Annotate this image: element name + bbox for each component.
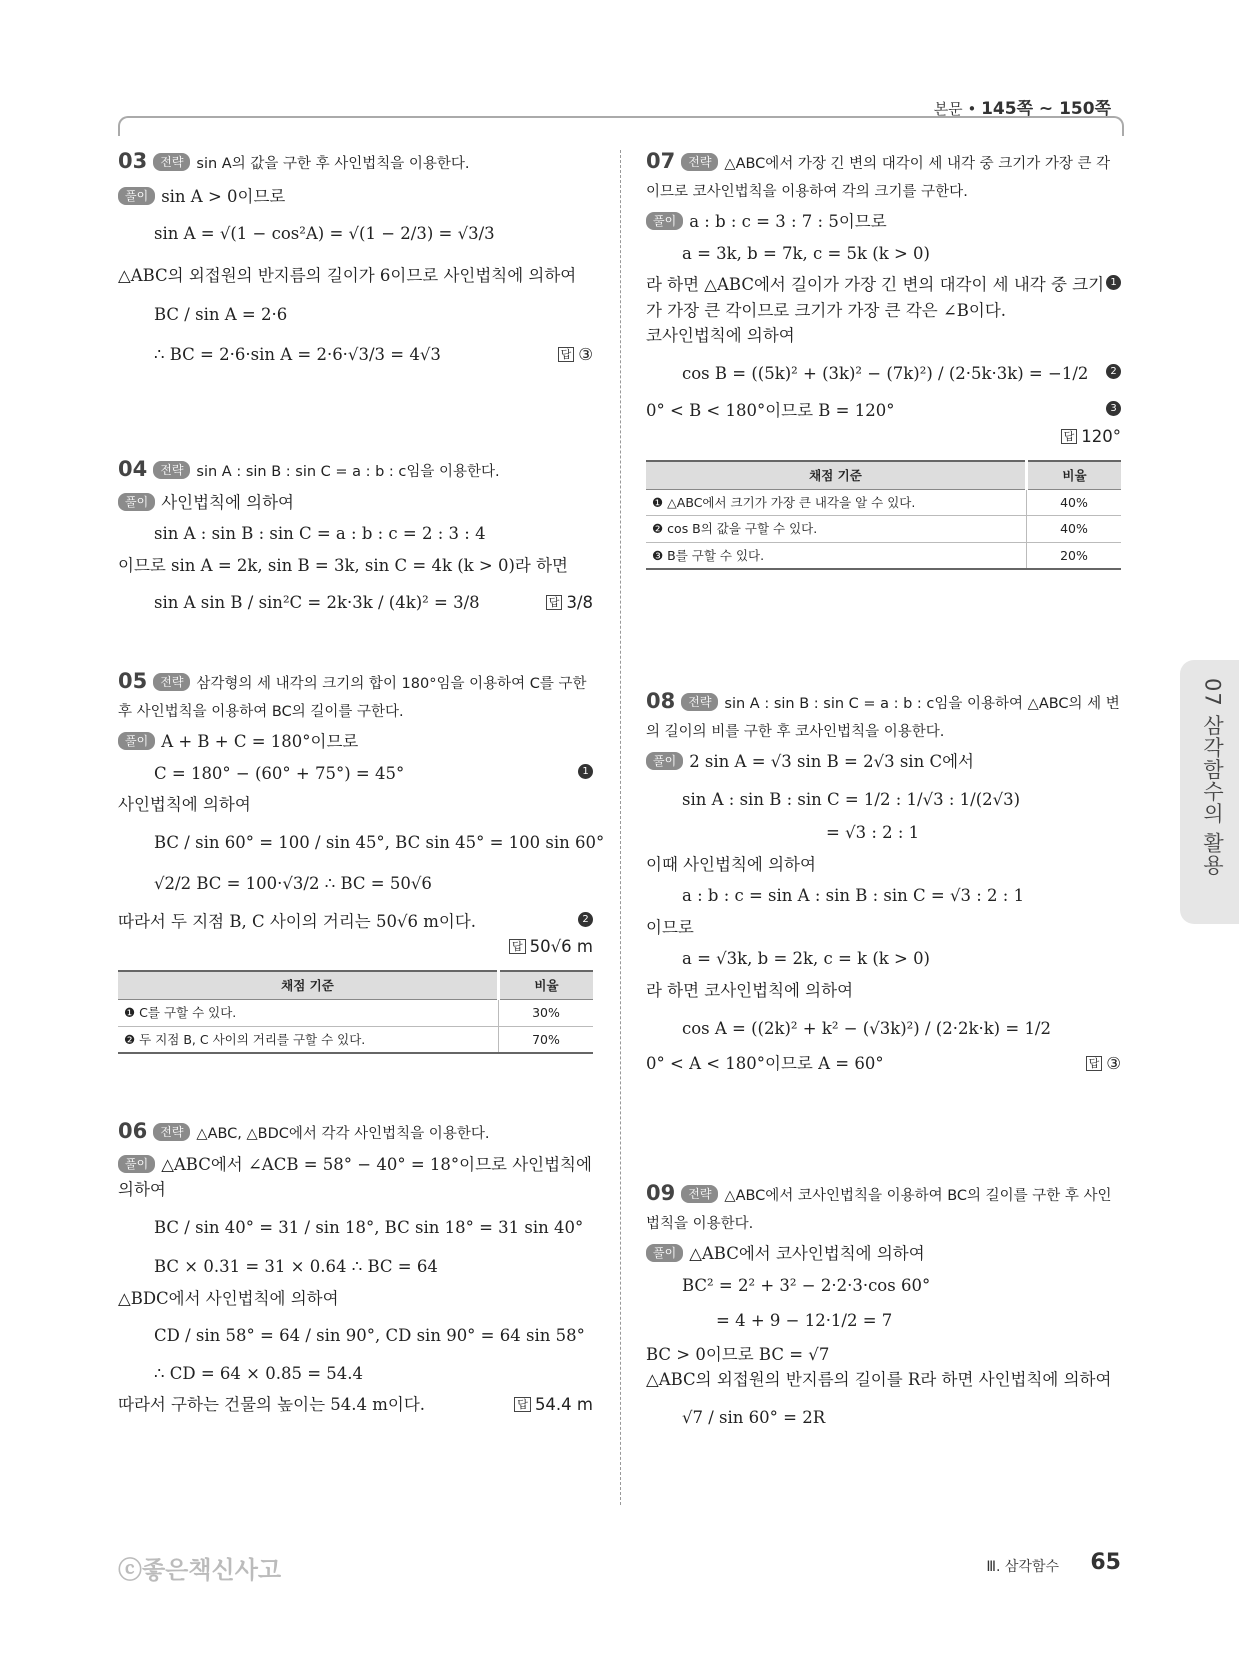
problem-number: 08 bbox=[646, 689, 676, 713]
equation: sin A = √(1 − cos²A) = √(1 − 2/3) = √3/3 bbox=[154, 224, 495, 244]
equation: cos B = ((5k)² + (3k)² − (7k)²) / (2·5k·3k) = −1/2 bbox=[682, 363, 1089, 383]
strategy-tag: 전략 bbox=[681, 693, 718, 711]
strategy-tag: 전략 bbox=[681, 153, 718, 171]
answer-icon: 답 bbox=[1061, 429, 1078, 444]
answer-icon: 답 bbox=[546, 595, 563, 610]
column-divider bbox=[620, 150, 621, 1505]
equation: = 4 + 9 − 12·1/2 = 7 bbox=[716, 1311, 893, 1331]
strategy-tag: 전략 bbox=[153, 461, 190, 479]
problem-09 bbox=[646, 1177, 1121, 1436]
equation: sin A : sin B : sin C = a : b : c = 2 : 3 : 4 bbox=[154, 524, 486, 544]
text-line: △BDC에서 사인법칙에 의하여 bbox=[118, 1288, 339, 1308]
answer-value: 54.4 m bbox=[534, 1395, 593, 1415]
text-line: 2 sin A = √3 sin B = 2√3 sin C에서 bbox=[689, 752, 974, 772]
strategy-text: △ABC에서 가장 긴 변의 대각이 세 내각 중 크기가 가장 큰 각이므로 코사인법칙을 이용하여 각의 크기를 구한다. bbox=[646, 156, 1111, 200]
equation: BC × 0.31 = 31 × 0.64 ∴ BC = 64 bbox=[154, 1257, 438, 1277]
page-number: 65 bbox=[1090, 1550, 1121, 1575]
strategy-text: sin A의 값을 구한 후 사인법칙을 이용한다. bbox=[196, 156, 470, 172]
text-line: △ABC의 외접원의 반지름의 길이를 R라 하면 사인법칙에 의하여 bbox=[646, 1370, 1112, 1390]
equation: sin A : sin B : sin C = 1/2 : 1/√3 : 1/(2√3) bbox=[682, 789, 1021, 809]
answer bbox=[509, 934, 593, 960]
ratio-cell: 30% bbox=[499, 1000, 594, 1026]
equation: BC² = 2² + 3² − 2·2·3·cos 60° bbox=[682, 1275, 931, 1295]
equation: CD / sin 58° = 64 / sin 90°, CD sin 90° = 64 sin 58° bbox=[154, 1326, 585, 1346]
text-line: A + B + C = 180°이므로 bbox=[161, 732, 359, 752]
table-row bbox=[646, 516, 1121, 542]
equation: BC / sin A = 2·6 bbox=[154, 305, 288, 325]
publisher-logo: ⓒ좋은책신사고 bbox=[118, 1556, 282, 1584]
answer-value: 120° bbox=[1081, 427, 1121, 447]
text-line: 라 하면 코사인법칙에 의하여 bbox=[646, 981, 854, 1001]
solution-tag: 풀이 bbox=[646, 752, 683, 770]
equation: a = 3k, b = 7k, c = 5k (k > 0) bbox=[682, 243, 930, 263]
page-range-prefix: 본문 bbox=[933, 100, 963, 118]
criteria-cell: ❷ cos B의 값을 구할 수 있다. bbox=[646, 516, 1027, 542]
equation: a = √3k, b = 2k, c = k (k > 0) bbox=[682, 949, 930, 969]
text-line: 이므로 sin A = 2k, sin B = 3k, sin C = 4k (k > 0)라 하면 bbox=[118, 555, 568, 575]
text-line: △ABC에서 ∠ACB = 58° − 40° = 18°이므로 사인법칙에 의하여 bbox=[118, 1154, 592, 1200]
answer-icon: 답 bbox=[558, 347, 575, 362]
equation: ∴ CD = 64 × 0.85 = 54.4 bbox=[154, 1363, 364, 1383]
equation: sin A sin B / sin²C = 2k·3k / (4k)² = 3/8 bbox=[154, 593, 480, 613]
text-line: 따라서 구하는 건물의 높이는 54.4 m이다. bbox=[118, 1395, 425, 1415]
solution-tag: 풀이 bbox=[118, 1155, 155, 1173]
equation: a : b : c = sin A : sin B : sin C = √3 : 2 : 1 bbox=[682, 886, 1025, 906]
solution-tag: 풀이 bbox=[646, 212, 683, 230]
chapter-side-tab-label: 07 삼각함수의 활용 bbox=[1200, 678, 1225, 877]
table-row bbox=[646, 489, 1121, 515]
equation: √7 / sin 60° = 2R bbox=[682, 1407, 826, 1427]
equation: = √3 : 2 : 1 bbox=[826, 823, 920, 843]
problem-06 bbox=[118, 1115, 593, 1418]
grading-table-07 bbox=[646, 460, 1121, 571]
equation: BC / sin 60° = 100 / sin 45°, BC sin 45° = 100 sin 60° bbox=[154, 832, 605, 852]
problem-number: 03 bbox=[118, 149, 148, 173]
answer bbox=[1061, 424, 1121, 450]
grading-table-05 bbox=[118, 970, 593, 1054]
equation: C = 180° − (60° + 75°) = 45° bbox=[154, 763, 405, 783]
problem-07 bbox=[646, 145, 1121, 570]
equation: √2/2 BC = 100·√3/2 ∴ BC = 50√6 bbox=[154, 874, 432, 894]
text-line: 코사인법칙에 의하여 bbox=[646, 326, 795, 346]
problem-08 bbox=[646, 685, 1121, 1077]
table-row bbox=[118, 1026, 593, 1053]
ratio-cell: 40% bbox=[1027, 516, 1122, 542]
text-line: 사인법칙에 의하여 bbox=[161, 492, 294, 512]
table-row bbox=[646, 542, 1121, 569]
text-line: △ABC에서 코사인법칙에 의하여 bbox=[689, 1244, 925, 1264]
text-line: 따라서 두 지점 B, C 사이의 거리는 50√6 m이다. bbox=[118, 911, 476, 931]
step-marker-1: 1 bbox=[1106, 272, 1121, 292]
criteria-cell: ❸ B를 구할 수 있다. bbox=[646, 542, 1027, 569]
solution-tag: 풀이 bbox=[646, 1244, 683, 1262]
problem-number: 09 bbox=[646, 1181, 676, 1205]
strategy-text: △ABC에서 코사인법칙을 이용하여 BC의 길이를 구한 후 사인법칙을 이용한다. bbox=[646, 1188, 1112, 1232]
problem-03 bbox=[118, 145, 593, 373]
problem-number: 07 bbox=[646, 149, 676, 173]
equation: cos A = ((2k)² + k² − (√3k)²) / (2·2k·k) = 1/2 bbox=[682, 1018, 1051, 1038]
text-line: 사인법칙에 의하여 bbox=[118, 795, 251, 815]
solution-tag: 풀이 bbox=[118, 732, 155, 750]
problem-number: 04 bbox=[118, 457, 148, 481]
footer-chapter: Ⅲ. 삼각함수 bbox=[986, 1559, 1059, 1575]
answer bbox=[1086, 1051, 1121, 1077]
ratio-cell: 70% bbox=[499, 1026, 594, 1053]
text-line: 이므로 bbox=[646, 917, 694, 937]
strategy-tag: 전략 bbox=[153, 153, 190, 171]
answer-icon: 답 bbox=[509, 939, 526, 954]
step-marker-2: 2 bbox=[1106, 361, 1121, 381]
answer-icon: 답 bbox=[1086, 1056, 1103, 1071]
table-header-ratio: 비율 bbox=[1027, 461, 1122, 490]
answer-value: ③ bbox=[1106, 1054, 1121, 1074]
strategy-text: sin A : sin B : sin C = a : b : c임을 이용한다. bbox=[196, 464, 500, 480]
page-range-bullet: • bbox=[967, 100, 977, 118]
table-header-criteria: 채점 기준 bbox=[118, 971, 499, 1000]
table-header-ratio: 비율 bbox=[499, 971, 594, 1000]
text-line: sin A > 0이므로 bbox=[161, 186, 286, 206]
chapter-side-tab bbox=[1180, 660, 1239, 924]
text-line: △ABC의 외접원의 반지름의 길이가 6이므로 사인법칙에 의하여 bbox=[118, 265, 577, 285]
problem-05 bbox=[118, 665, 605, 1054]
strategy-text: △ABC, △BDC에서 각각 사인법칙을 이용한다. bbox=[196, 1126, 490, 1142]
strategy-tag: 전략 bbox=[681, 1185, 718, 1203]
text-line: 0° < B < 180°이므로 B = 120° bbox=[646, 401, 895, 421]
text-line: BC > 0이므로 BC = √7 bbox=[646, 1344, 830, 1364]
answer-value: 50√6 m bbox=[529, 937, 593, 957]
criteria-cell: ❶ C를 구할 수 있다. bbox=[118, 1000, 499, 1026]
strategy-text: 삼각형의 세 내각의 크기의 합이 180°임을 이용하여 C를 구한 후 사인법칙을 이용하여 BC의 길이를 구한다. bbox=[118, 676, 587, 720]
strategy-tag: 전략 bbox=[153, 1123, 190, 1141]
step-marker-2: 2 bbox=[578, 909, 593, 929]
ratio-cell: 20% bbox=[1027, 542, 1122, 569]
answer bbox=[514, 1392, 593, 1418]
criteria-cell: ❷ 두 지점 B, C 사이의 거리를 구할 수 있다. bbox=[118, 1026, 499, 1053]
text-line: 라 하면 △ABC에서 길이가 가장 긴 변의 대각이 세 내각 중 크기가 가장 큰 각이므로 크기가 가장 큰 각은 ∠B이다. bbox=[646, 275, 1105, 320]
strategy-tag: 전략 bbox=[153, 673, 190, 691]
equation: BC / sin 40° = 31 / sin 18°, BC sin 18° = 31 sin 40° bbox=[154, 1217, 584, 1237]
page-range-value: 145쪽 ~ 150쪽 bbox=[981, 99, 1111, 119]
problem-number: 06 bbox=[118, 1119, 148, 1143]
text-line: 0° < A < 180°이므로 A = 60° bbox=[646, 1054, 884, 1074]
text-line: 이때 사인법칙에 의하여 bbox=[646, 854, 816, 874]
answer-value: ③ bbox=[578, 344, 593, 364]
strategy-text: sin A : sin B : sin C = a : b : c임을 이용하여 △ABC의 세 변의 길이의 비를 구한 후 코사인법칙을 이용한다. bbox=[646, 696, 1120, 740]
problem-04 bbox=[118, 453, 593, 622]
step-marker-1: 1 bbox=[578, 761, 593, 781]
header-rule bbox=[118, 116, 1124, 136]
answer-value: 3/8 bbox=[566, 593, 593, 613]
equation: ∴ BC = 2·6·sin A = 2·6·√3/3 = 4√3 bbox=[154, 344, 441, 364]
criteria-cell: ❶ △ABC에서 크기가 가장 큰 내각을 알 수 있다. bbox=[646, 489, 1027, 515]
ratio-cell: 40% bbox=[1027, 489, 1122, 515]
solution-tag: 풀이 bbox=[118, 187, 155, 205]
answer bbox=[558, 342, 593, 368]
answer bbox=[546, 590, 593, 616]
solution-tag: 풀이 bbox=[118, 493, 155, 511]
step-marker-3: 3 bbox=[1106, 398, 1121, 418]
table-header-criteria: 채점 기준 bbox=[646, 461, 1027, 490]
problem-number: 05 bbox=[118, 669, 148, 693]
answer-icon: 답 bbox=[514, 1397, 531, 1412]
table-row bbox=[118, 1000, 593, 1026]
text-line: a : b : c = 3 : 7 : 5이므로 bbox=[689, 212, 887, 232]
